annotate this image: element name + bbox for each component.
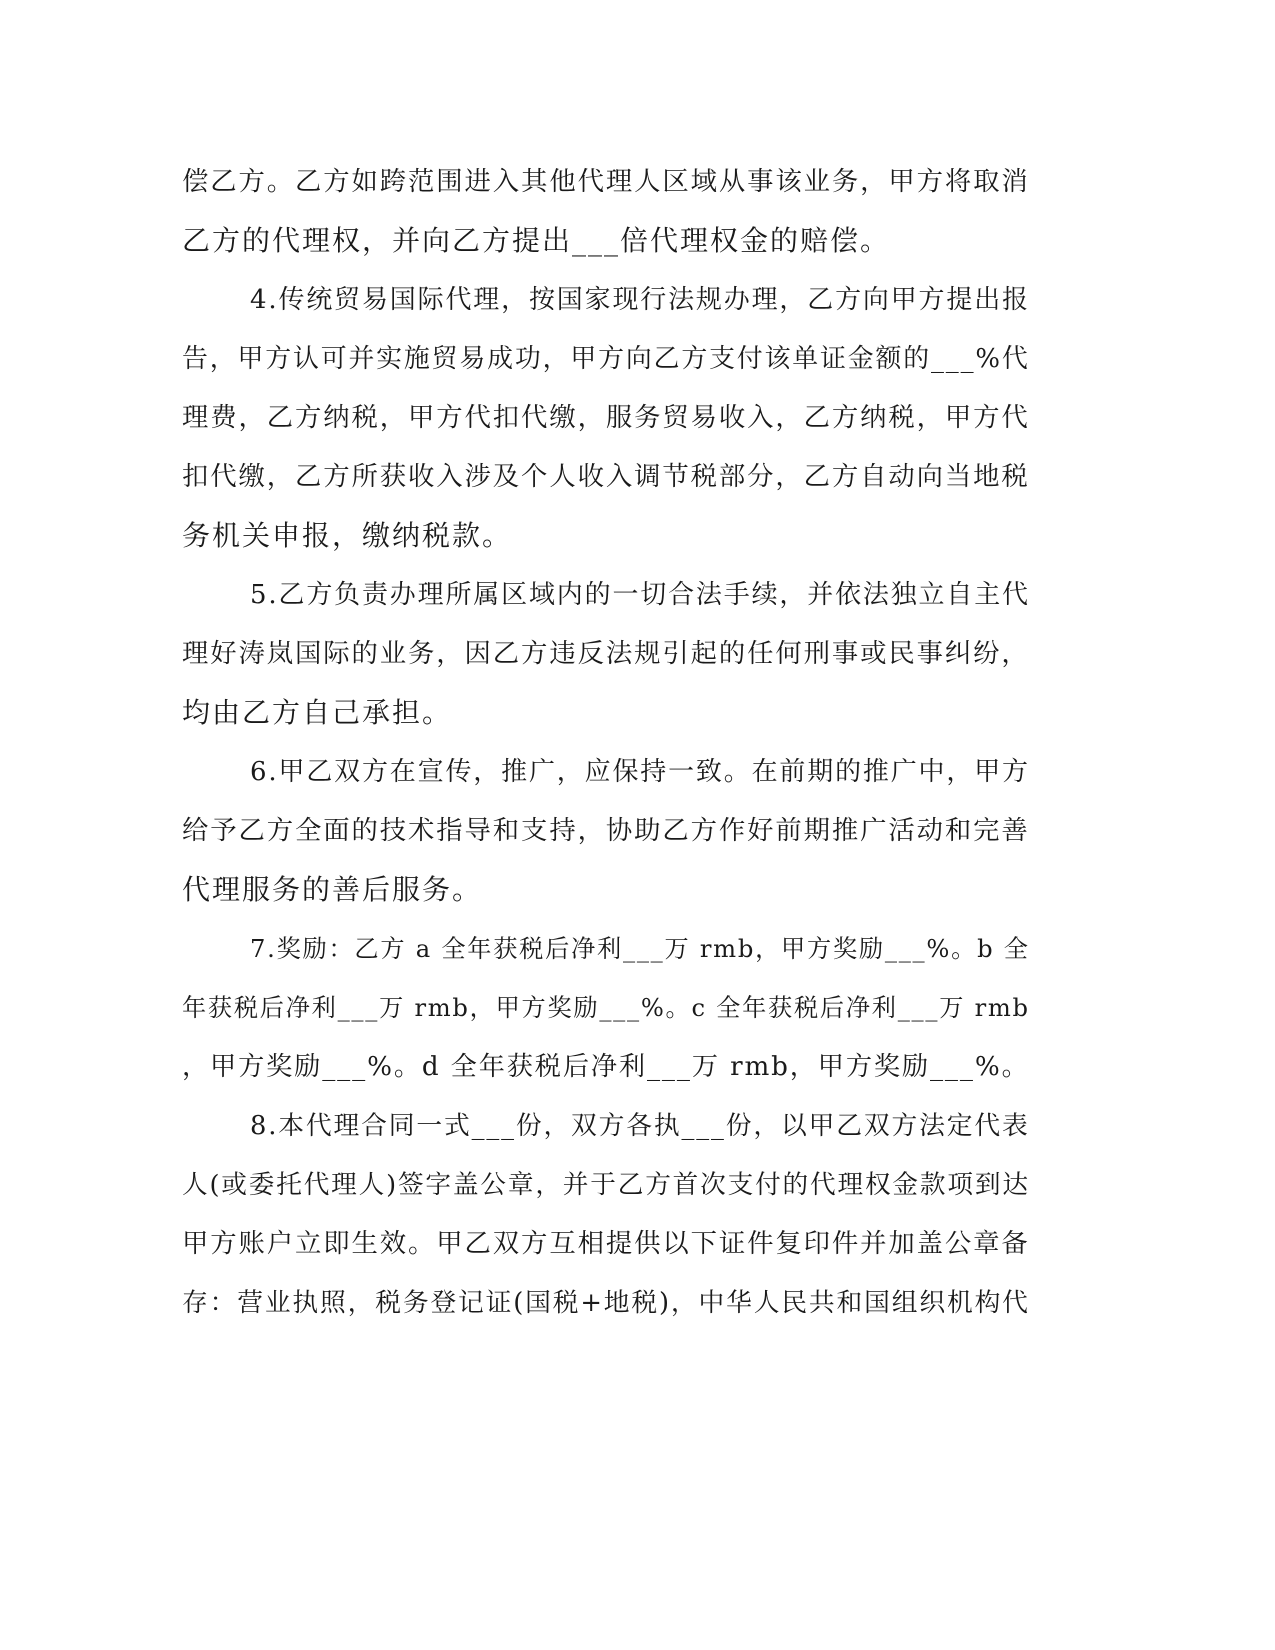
text-line: 扣代缴，乙方所获收入涉及个人收入调节税部分，乙方自动向当地税 — [182, 462, 1030, 492]
text-line: 理费，乙方纳税，甲方代扣代缴，服务贸易收入，乙方纳税，甲方代 — [182, 403, 1030, 433]
text-line: ，甲方奖励___%。d 全年获税后净利___万 rmb，甲方奖励___%。 — [182, 1052, 1030, 1082]
paragraph-4-first-line: 4.传统贸易国际代理，按国家现行法规办理，乙方向甲方提出报 — [250, 285, 1030, 315]
paragraph-8-first-line: 8.本代理合同一式___份，双方各执___份，以甲乙双方法定代表 — [250, 1111, 1030, 1141]
text-line: 代理服务的善后服务。 — [182, 873, 483, 906]
paragraph-7-first-line: 7.奖励：乙方 a 全年获税后净利___万 rmb，甲方奖励___%。b 全 — [250, 935, 1030, 963]
text-line: 年获税后净利___万 rmb，甲方奖励___%。c 全年获税后净利___万 rmb — [182, 994, 1030, 1022]
text-line: 乙方的代理权，并向乙方提出___倍代理权金的赔偿。 — [182, 224, 891, 257]
text-line: 人(或委托代理人)签字盖公章，并于乙方首次支付的代理权金款项到达 — [182, 1170, 1030, 1200]
paragraph-5-first-line: 5.乙方负责办理所属区域内的一切合法手续，并依法独立自主代 — [250, 580, 1030, 610]
text-line: 存：营业执照，税务登记证(国税+地税)，中华人民共和国组织机构代 — [182, 1288, 1030, 1318]
text-line: 给予乙方全面的技术指导和支持，协助乙方作好前期推广活动和完善 — [182, 816, 1030, 846]
text-line: 偿乙方。乙方如跨范围进入其他代理人区域从事该业务，甲方将取消 — [182, 167, 1030, 197]
text-line: 理好涛岚国际的业务，因乙方违反法规引起的任何刑事或民事纠纷， — [182, 639, 1030, 669]
text-line: 务机关申报，缴纳税款。 — [182, 519, 513, 552]
paragraph-6-first-line: 6.甲乙双方在宣传，推广，应保持一致。在前期的推广中，甲方 — [250, 757, 1030, 787]
text-line: 甲方账户立即生效。甲乙双方互相提供以下证件复印件并加盖公章备 — [182, 1229, 1030, 1259]
text-line: 告，甲方认可并实施贸易成功，甲方向乙方支付该单证金额的___%代 — [182, 344, 1030, 374]
text-line: 均由乙方自己承担。 — [182, 696, 453, 729]
